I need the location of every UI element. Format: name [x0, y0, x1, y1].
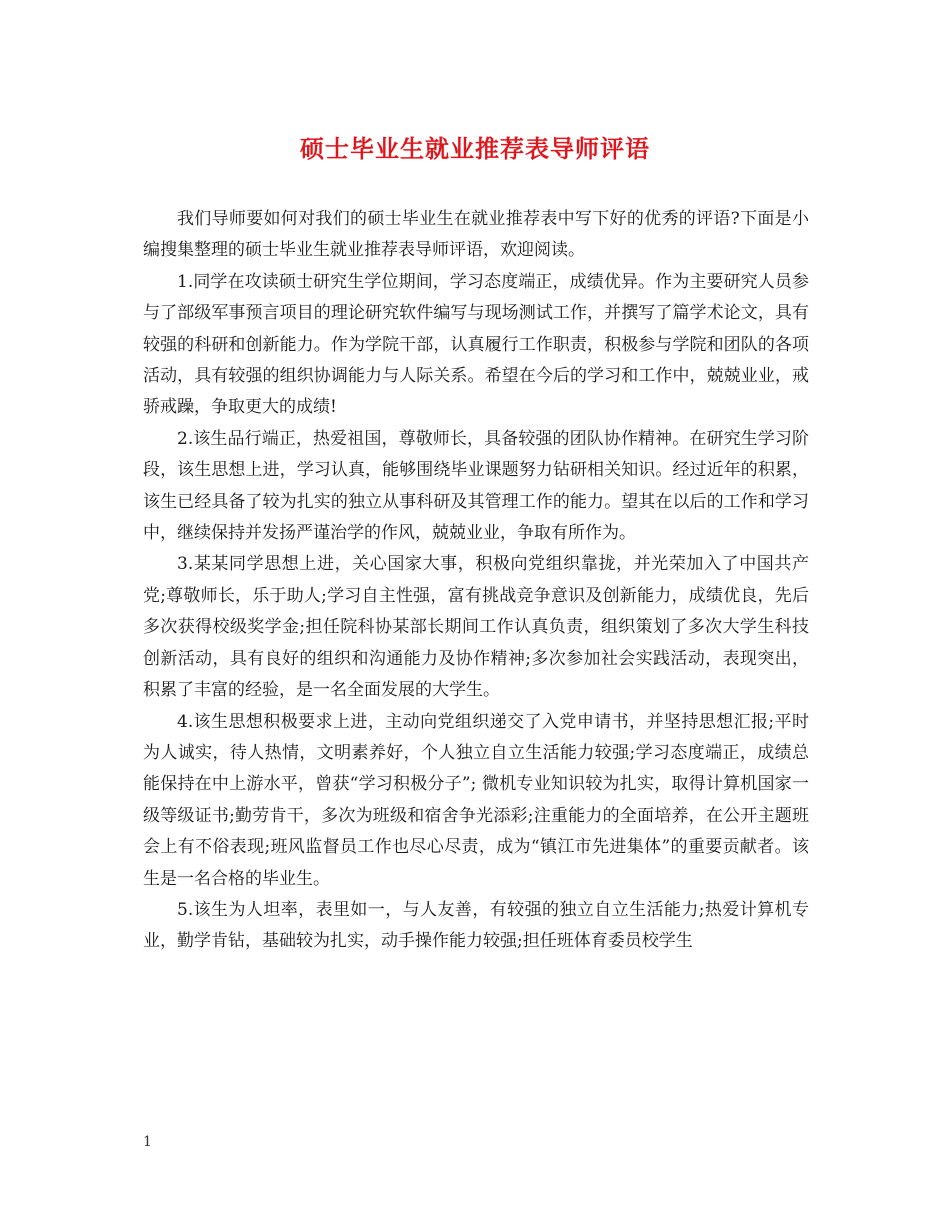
paragraph-comment-1: 1.同学在攻读硕士研究生学位期间，学习态度端正，成绩优异。作为主要研究人员参与了部级军事预言项目的理论研究软件编写与现场测试工作，并撰写了篇学术论文，具有较强的科研和创新能力。作为学院干部，认真履行工作职责，积极参与学院和团队的各项活动，具有较强的组织协调能力与人际关系。希望在今后的学习和工作中，兢兢业业，戒骄戒躁，争取更大的成绩!: [143, 271, 809, 418]
document-body: [143, 204, 809, 958]
paragraph-comment-3: 3.某某同学思想上进，关心国家大事，积极向党组织靠拢，并光荣加入了中国共产党;尊敬师长，乐于助人;学习自主性强，富有挑战竞争意识及创新能力，成绩优良，先后多次获得校级奖学金;担任院科协某部长期间工作认真负责，组织策划了多次大学生科技创新活动，具有良好的组织和沟通能力及协作精神;多次参加社会实践活动，表现突出，积累了丰富的经验，是一名全面发展的大学生。: [143, 554, 809, 701]
paragraph-comment-5: 5.该生为人坦率，表里如一，与人友善，有较强的独立自立生活能力;热爱计算机专业，勤学肯钻，基础较为扎实，动手操作能力较强;担任班体育委员校学生: [143, 899, 809, 952]
page-number: 1: [143, 1134, 152, 1150]
page-title: 硕士毕业生就业推荐表导师评语: [300, 134, 650, 163]
paragraph-comment-2: 2.该生品行端正，热爱祖国，尊敬师长，具备较强的团队协作精神。在研究生学习阶段，该生思想上进，学习认真，能够围绕毕业课题努力钻研相关知识。经过近年的积累，该生已经具备了较为扎实的独立从事科研及其管理工作的能力。望其在以后的工作和学习中，继续保持并发扬严谨治学的作风，兢兢业业，争取有所作为。: [143, 428, 809, 544]
paragraph-intro: 我们导师要如何对我们的硕士毕业生在就业推荐表中写下好的优秀的评语?下面是小编搜集整理的硕士毕业生就业推荐表导师评语，欢迎阅读。: [143, 209, 809, 261]
paragraph-comment-4: 4.该生思想积极要求上进，主动向党组织递交了入党申请书，并坚持思想汇报;平时为人诚实，待人热情，文明素养好，个人独立自立生活能力较强;学习态度端正，成绩总能保持在中上游水平，曾获“学习积极分子”; 微机专业知识较为扎实，取得计算机国家一级等级证书;勤劳肯干，多次为班级和宿舍争光添彩;注重能力的全面培养，在公开主题班会上有不俗表现;班风监督员工作也尽心尽责，成为“镇江市先进集体”的重要贡献者。该生是一名合格的毕业生。: [143, 711, 809, 889]
